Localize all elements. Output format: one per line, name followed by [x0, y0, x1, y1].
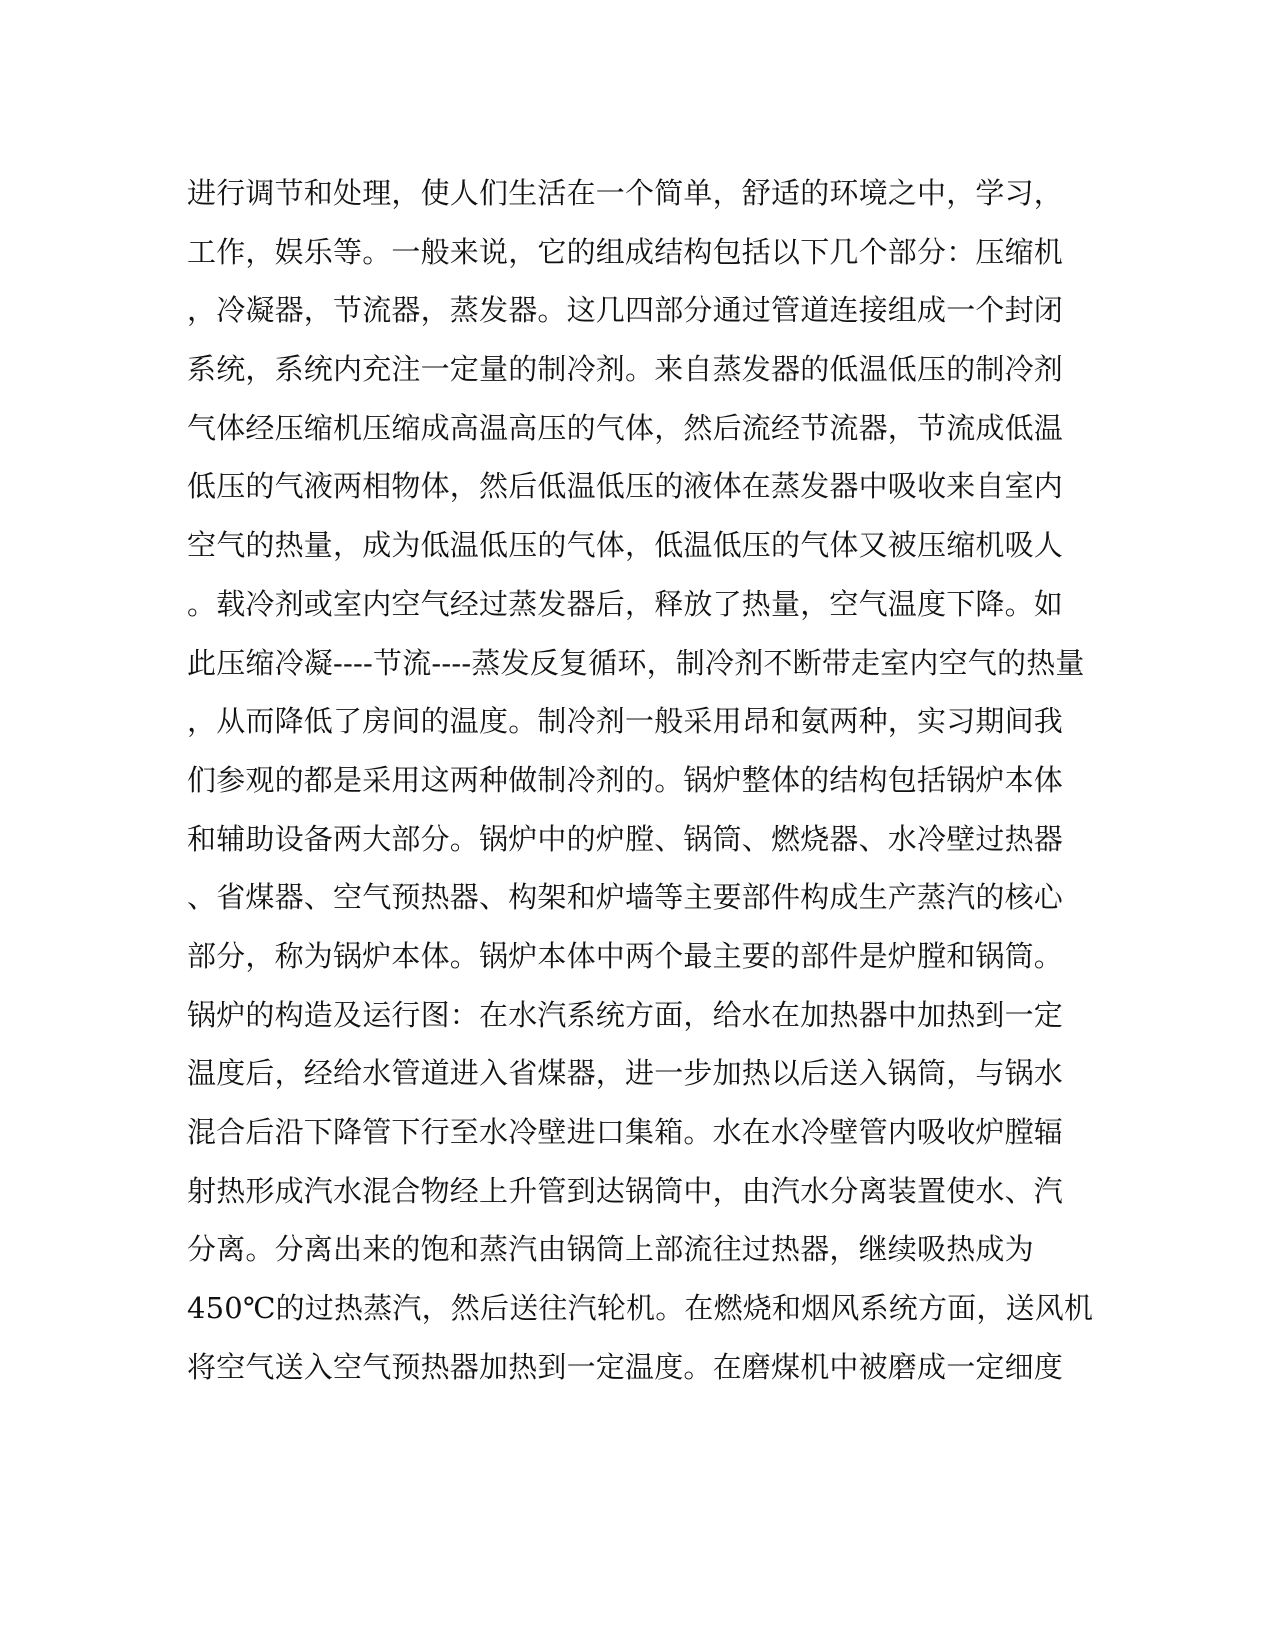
text-line: ，从而降低了房间的温度。制冷剂一般采用昂和氨两种，实习期间我: [187, 704, 1064, 739]
text-line: 混合后沿下降管下行至水冷壁进口集箱。水在水冷壁管内吸收炉膛辐: [187, 1115, 1064, 1149]
text-line: 系统，系统内充注一定量的制冷剂。来自蒸发器的低温低压的制冷剂: [187, 352, 1064, 387]
text-line: 进行调节和处理，使人们生活在一个简单，舒适的环境之中，学习，: [187, 176, 1064, 210]
text-line: ，冷凝器，节流器，蒸发器。这几四部分通过管道连接组成一个封闭: [187, 293, 1064, 328]
text-line: 温度后，经给水管道进入省煤器，进一步加热以后送入锅筒，与锅水: [187, 1056, 1064, 1091]
text-line: 将空气送入空气预热器加热到一定温度。在磨煤机中被磨成一定细度: [187, 1349, 1064, 1384]
text-line: 和辅助设备两大部分。锅炉中的炉膛、锅筒、燃烧器、水冷壁过热器: [187, 821, 1064, 856]
text-line: 、省煤器、空气预热器、构架和炉墙等主要部件构成生产蒸汽的核心: [187, 880, 1064, 915]
text-line: 低压的气液两相物体，然后低温低压的液体在蒸发器中吸收来自室内: [187, 469, 1064, 504]
text-line: 450℃的过热蒸汽，然后送往汽轮机。在燃烧和烟风系统方面，送风机: [187, 1291, 1094, 1326]
text-line: 工作，娱乐等。一般来说，它的组成结构包括以下几个部分：压缩机: [187, 234, 1064, 269]
text-line: 射热形成汽水混合物经上升管到达锅筒中，由汽水分离装置使水、汽: [187, 1173, 1064, 1208]
text-line: 部分，称为锅炉本体。锅炉本体中两个最主要的部件是炉膛和锅筒。: [187, 938, 1064, 973]
body-text: [187, 164, 1094, 1396]
text-line: 空气的热量，成为低温低压的气体，低温低压的气体又被压缩机吸人: [187, 528, 1064, 563]
text-line: 气体经压缩机压缩成高温高压的气体，然后流经节流器，节流成低温: [187, 410, 1064, 445]
text-line: 分离。分离出来的饱和蒸汽由锅筒上部流往过热器，继续吸热成为: [187, 1232, 1034, 1267]
text-line: 此压缩冷凝----节流----蒸发反复循环，制冷剂不断带走室内空气的热量: [187, 645, 1085, 680]
text-line: 们参观的都是采用这两种做制冷剂的。锅炉整体的结构包括锅炉本体: [187, 762, 1064, 797]
text-line: 锅炉的构造及运行图：在水汽系统方面，给水在加热器中加热到一定: [187, 997, 1064, 1032]
text-line: 。载冷剂或室内空气经过蒸发器后，释放了热量，空气温度下降。如: [187, 586, 1064, 621]
